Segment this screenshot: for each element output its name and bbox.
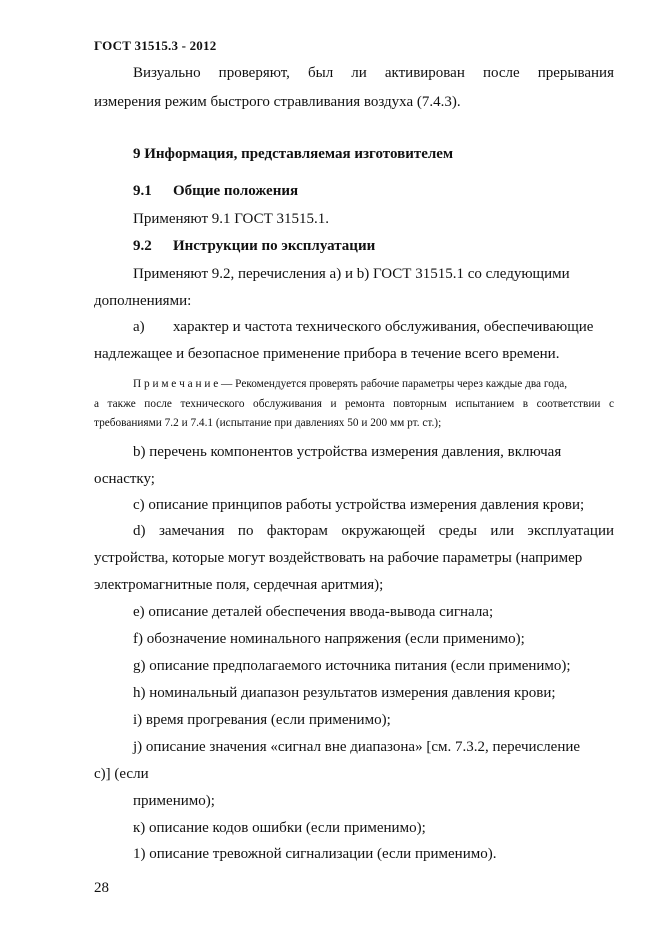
subsection-number: 9.1: [133, 183, 152, 199]
paragraph-line: дополнениями:: [94, 293, 192, 309]
list-item-d: d) замечания по факторам окружающей среды или эксплуатации: [133, 523, 614, 539]
list-item-a: [133, 318, 614, 336]
note-label: П р и м е ч а н и е: [133, 378, 219, 390]
note-line: требованиями 7.2 и 7.4.1 (испытание при давлениях 50 и 200 мм рт. ст.);: [94, 417, 442, 429]
subsection-title: Инструкции по эксплуатации: [173, 238, 376, 254]
list-item-f: f) обозначение номинального напряжения (если применимо);: [133, 631, 525, 647]
list-item-k: к) описание кодов ошибки (если применимо);: [133, 820, 426, 836]
list-item-j: j) описание значения «сигнал вне диапазона» [см. 7.3.2, перечисление: [133, 739, 581, 755]
paragraph-line: надлежащее и безопасное применение прибора в течение всего времени.: [94, 346, 560, 362]
section-heading: 9 Информация, представляемая изготовителем: [133, 146, 454, 162]
note-line: а также после технического обслуживания и ремонта повторным испытанием в соответствии с: [94, 398, 614, 410]
list-label: а): [133, 319, 145, 335]
note-text: — Рекомендуется проверять рабочие параметры через каждые два года,: [218, 378, 568, 390]
subsection-title: Общие положения: [173, 183, 299, 199]
list-item-e: е) описание деталей обеспечения ввода-вывода сигнала;: [133, 604, 494, 620]
paragraph-line: измерения режим быстрого стравливания воздуха (7.4.3).: [94, 94, 461, 110]
document-header: ГОСТ 31515.3 - 2012: [94, 38, 217, 53]
subsection-heading: [133, 182, 614, 200]
list-item-c: с) описание принципов работы устройства измерения давления крови;: [133, 497, 585, 513]
page-number: 28: [94, 880, 109, 896]
list-item-i: i) время прогревания (если применимо);: [133, 712, 391, 728]
paragraph-line: Применяют 9.1 ГОСТ 31515.1.: [133, 211, 329, 227]
subsection-number: 9.2: [133, 238, 152, 254]
paragraph-line: с)] (если: [94, 766, 149, 782]
paragraph-line: Визуально проверяют, был ли активирован после прерывания: [133, 65, 614, 81]
list-item-h: h) номинальный диапазон результатов измерения давления крови;: [133, 685, 556, 701]
list-item-g: g) описание предполагаемого источника питания (если применимо);: [133, 658, 571, 674]
paragraph-line: Применяют 9.2, перечисления а) и b) ГОСТ 31515.1 со следующими: [133, 266, 570, 282]
list-text: характер и частота технического обслуживания, обеспечивающие: [173, 319, 594, 335]
subsection-heading: [133, 237, 614, 255]
list-item-l: 1) описание тревожной сигнализации (если применимо).: [133, 846, 497, 862]
list-item-b: b) перечень компонентов устройства измерения давления, включая: [133, 444, 562, 460]
paragraph-line: электромагнитные поля, сердечная аритмия);: [94, 577, 384, 593]
paragraph-line: устройства, которые могут воздействовать на рабочие параметры (например: [94, 550, 583, 566]
paragraph-line: применимо);: [133, 793, 215, 809]
paragraph-line: оснастку;: [94, 471, 155, 487]
note-line: [133, 375, 614, 393]
